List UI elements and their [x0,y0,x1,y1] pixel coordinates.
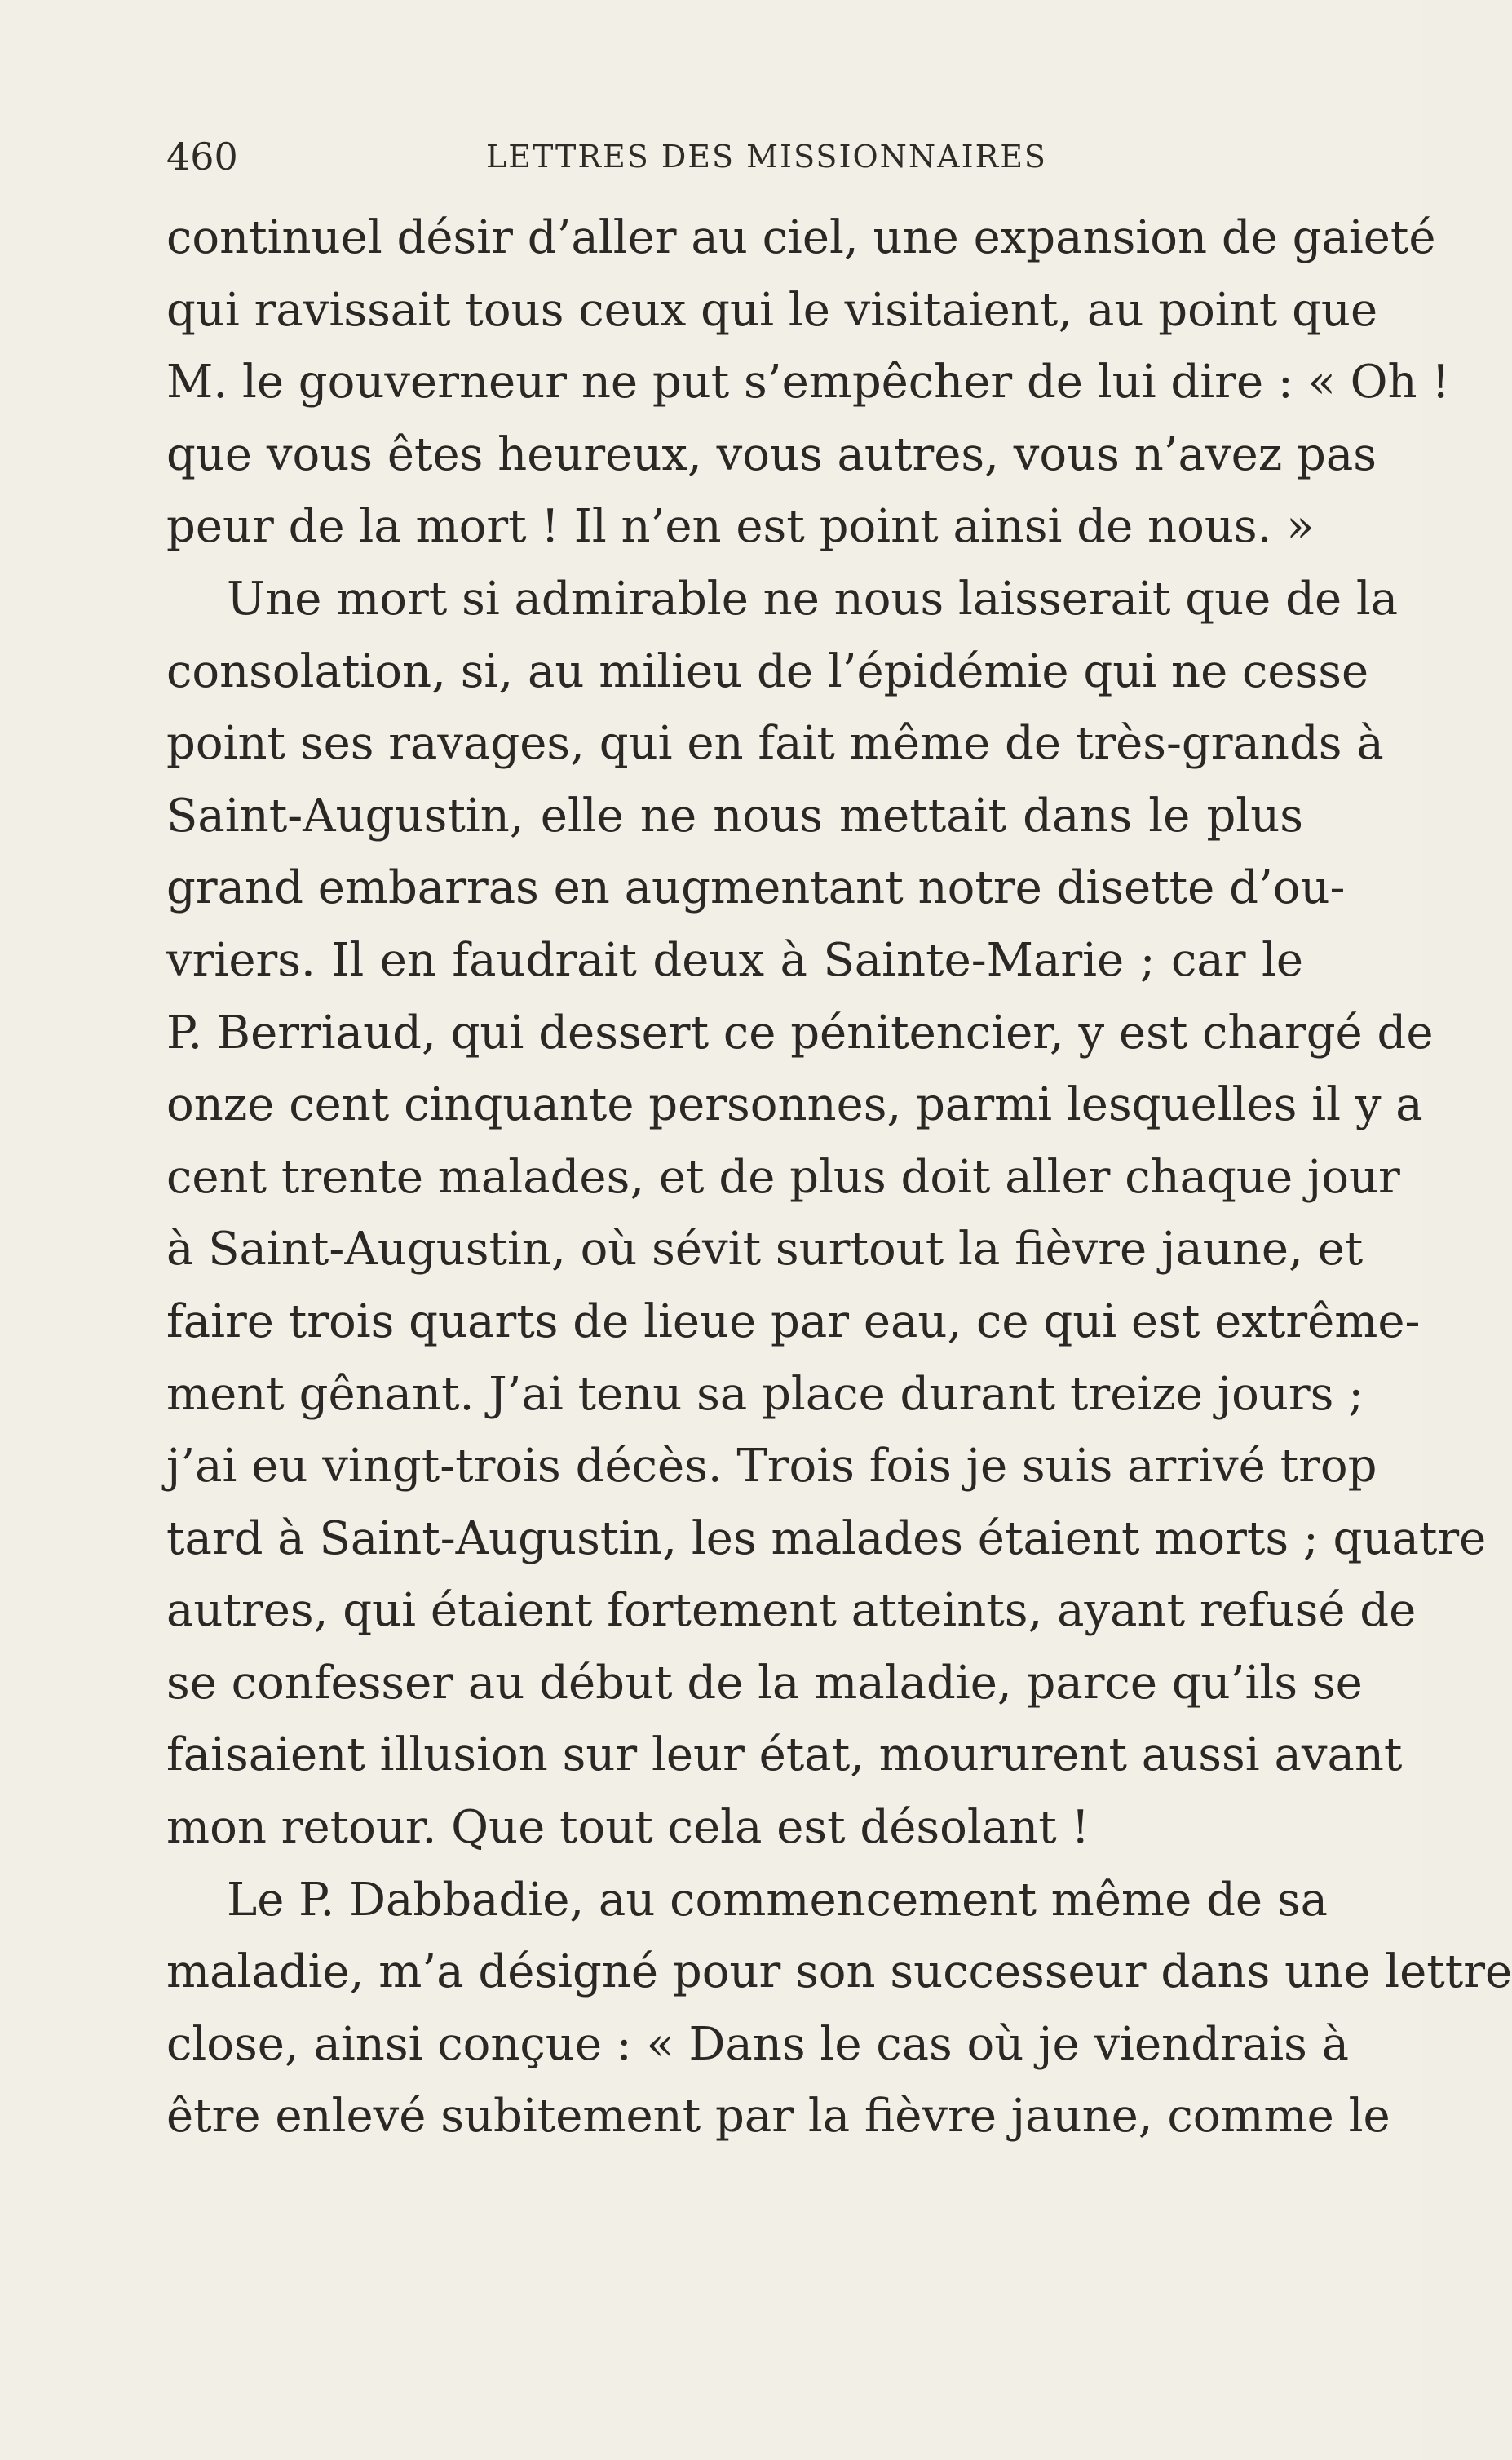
text-line: mon retour. Que tout cela est désolant ! [166,1801,1090,1855]
text-line: faire trois quarts de lieue par eau, ce qui est extrême- [166,1294,1421,1348]
text-line: j’ai eu vingt-trois décès. Trois fois je suis arrivé trop [166,1440,1377,1493]
text-line: consolation, si, au milieu de l’épidémie qui ne cesse [166,644,1369,698]
text-line: maladie, m’a désigné pour son successeur dans une lettre [166,1945,1512,1999]
text-line: point ses ravages, qui en fait même de très-grands à [166,717,1384,771]
paragraph-start-line: Le P. Dabbadie, au commencement même de sa [227,1873,1328,1927]
text-line: que vous êtes heureux, vous autres, vous n’avez pas [166,427,1377,481]
text-line: M. le gouverneur ne put s’empêcher de lui dire : « Oh ! [166,356,1450,409]
text-line: autres, qui étaient fortement atteints, ayant refusé de [166,1584,1417,1638]
text-line: peur de la mort ! Il n’en est point ainsi de nous. » [166,500,1315,554]
text-line: close, ainsi conçue : « Dans le cas où je viendrais à [166,2017,1350,2071]
text-line: cent trente malades, et de plus doit aller chaque jour [166,1150,1400,1204]
text-line: à Saint-Augustin, où sévit surtout la fièvre jaune, et [166,1223,1364,1276]
text-line: Saint-Augustin, elle ne nous mettait dans le plus [166,789,1303,843]
page-number: 460 [166,135,238,179]
text-line: tard à Saint-Augustin, les malades étaient morts ; quatre [166,1511,1487,1565]
page-header [166,132,1303,181]
running-head: LETTRES DES MISSIONNAIRES [486,139,1047,175]
text-line: être enlevé subitement par la fièvre jaune, comme le [166,2090,1390,2144]
text-line: qui ravissait tous ceux qui le visitaient, au point que [166,283,1378,337]
text-line: ment gênant. J’ai tenu sa place durant treize jours ; [166,1367,1364,1421]
text-line: se confesser au début de la maladie, parce qu’ils se [166,1656,1363,1710]
text-line: onze cent cinquante personnes, parmi lesquelles il y a [166,1078,1423,1132]
text-line: continuel désir d’aller au ciel, une expansion de gaieté [166,211,1436,264]
text-line: vriers. Il en faudrait deux à Sainte-Marie ; car le [166,933,1303,987]
text-line: P. Berriaud, qui dessert ce pénitencier, y est chargé de [166,1006,1434,1060]
text-line: grand embarras en augmentant notre disette d’ou- [166,861,1346,915]
text-line: faisaient illusion sur leur état, moururent aussi avant [166,1728,1403,1782]
body-text [166,202,1512,2153]
paragraph-start-line: Une mort si admirable ne nous laisserait que de la [227,572,1399,626]
